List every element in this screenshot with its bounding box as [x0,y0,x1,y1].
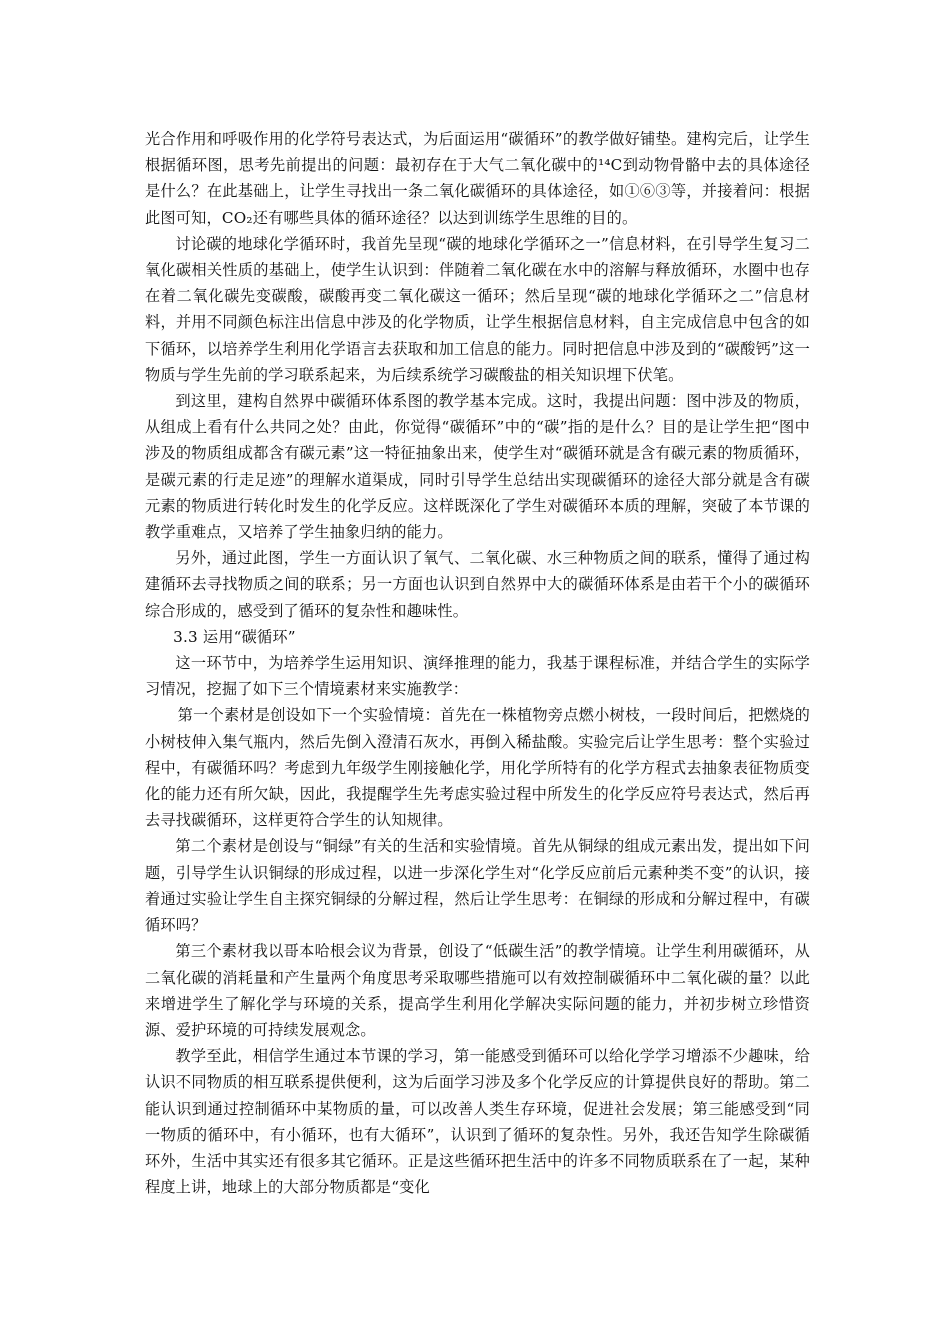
paragraph-9: 第三个素材我以哥本哈根会议为背景，创设了“低碳生活”的教学情境。让学生利用碳循环，从二氧化碳的消耗量和产生量两个角度思考采取哪些措施可以有效控制碳循环中二氧化碳的量？以此来增进学生了解化学与环境的关系，提高学生利用化学解决实际问题的能力，并初步树立珍惜资源、爱护环境的可持续发展观念。 [145,942,810,1039]
paragraph-2: 讨论碳的地球化学循环时，我首先呈现“碳的地球化学循环之一”信息材料，在引导学生复习二氧化碳相关性质的基础上，使学生认识到：伴随着二氧化碳在水中的溶解与释放循环，水圈中也存在着二氧化碳先变碳酸，碳酸再变二氧化碳这一循环；然后呈现“碳的地球化学循环之二”信息材料，并用不同颜色标注出信息中涉及的化学物质，让学生根据信息材料，自主完成信息中包含的如下循环，以培养学生利用化学语言去获取和加工信息的能力。同时把信息中涉及到的“碳酸钙”这一物质与学生先前的学习联系起来，为后续系统学习碳酸盐的相关知识埋下伏笔。 [145,234,810,384]
paragraph-1: 光合作用和呼吸作用的化学符号表达式，为后面运用“碳循环”的教学做好铺垫。建构完后，让学生根据循环图，思考先前提出的问题：最初存在于大气二氧化碳中的¹⁴C到动物骨骼中去的具体途径是什么？在此基础上，让学生寻找出一条二氧化碳循环的具体途径，如①⑥③等，并接着问：根据此图可知，CO₂还有哪些具体的循环途径？以达到训练学生思维的目的。 [145,130,810,227]
section-heading-3-3: 3.3 运用“碳循环” [173,627,296,646]
paragraph-8: 第二个素材是创设与“铜绿”有关的生活和实验情境。首先从铜绿的组成元素出发，提出如下问题，引导学生认识铜绿的形成过程，以进一步深化学生对“化学反应前后元素种类不变”的认识，接着通过实验让学生自主探究铜绿的分解过程，然后让学生思考：在铜绿的形成和分解过程中，有碳循环吗？ [145,837,810,935]
document-page [145,126,810,1200]
paragraph-4: 另外，通过此图，学生一方面认识了氧气、二氧化碳、水三种物质之间的联系，懂得了通过构建循环去寻找物质之间的联系；另一方面也认识到自然界中大的碳循环体系是由若干个小的碳循环综合形成的，感受到了循环的复杂性和趣味性。 [145,549,810,620]
paragraph-10: 教学至此，相信学生通过本节课的学习，第一能感受到循环可以给化学学习增添不少趣味，给认识不同物质的相互联系提供便利，这为后面学习涉及多个化学反应的计算提供良好的帮助。第二能认识到通过控制循环中某物质的量，可以改善人类生存环境，促进社会发展；第三能感受到“同一物质的循环中，有小循环，也有大循环”，认识到了循环的复杂性。另外，我还告知学生除碳循环外，生活中其实还有很多其它循环。正是这些循环把生活中的许多不同物质联系在了一起，某种程度上讲，地球上的大部分物质都是“变化 [145,1047,810,1197]
paragraph-3: 到这里，建构自然界中碳循环体系图的教学基本完成。这时，我提出问题：图中涉及的物质，从组成上看有什么共同之处？由此，你觉得“碳循环”中的“碳”指的是什么？目的是让学生把“图中涉及的物质组成都含有碳元素”这一特征抽象出来，使学生对“碳循环就是含有碳元素的物质循环，是碳元素的行走足迹”的理解水道渠成，同时引导学生总结出实现碳循环的途径大部分就是含有碳元素的物质进行转化时发生的化学反应。这样既深化了学生对碳循环本质的理解，突破了本节课的教学重难点，又培养了学生抽象归纳的能力。 [145,392,810,542]
paragraph-6: 这一环节中，为培养学生运用知识、演绎推理的能力，我基于课程标准，并结合学生的实际学习情况，挖掘了如下三个情境素材来实施教学： [145,654,810,699]
paragraph-7: 第一个素材是创设如下一个实验情境：首先在一株植物旁点燃小树枝，一段时间后，把燃烧的小树枝伸入集气瓶内，然后先倒入澄清石灰水，再倒入稀盐酸。实验完后让学生思考：整个实验过程中，有碳循环吗？考虑到九年级学生刚接触化学，用化学所特有的化学方程式去抽象表征物质变化的能力还有所欠缺，因此，我提醒学生先考虑实验过程中所发生的化学反应符号表达式，然后再去寻找碳循环，这样更符合学生的认知规律。 [145,706,810,830]
